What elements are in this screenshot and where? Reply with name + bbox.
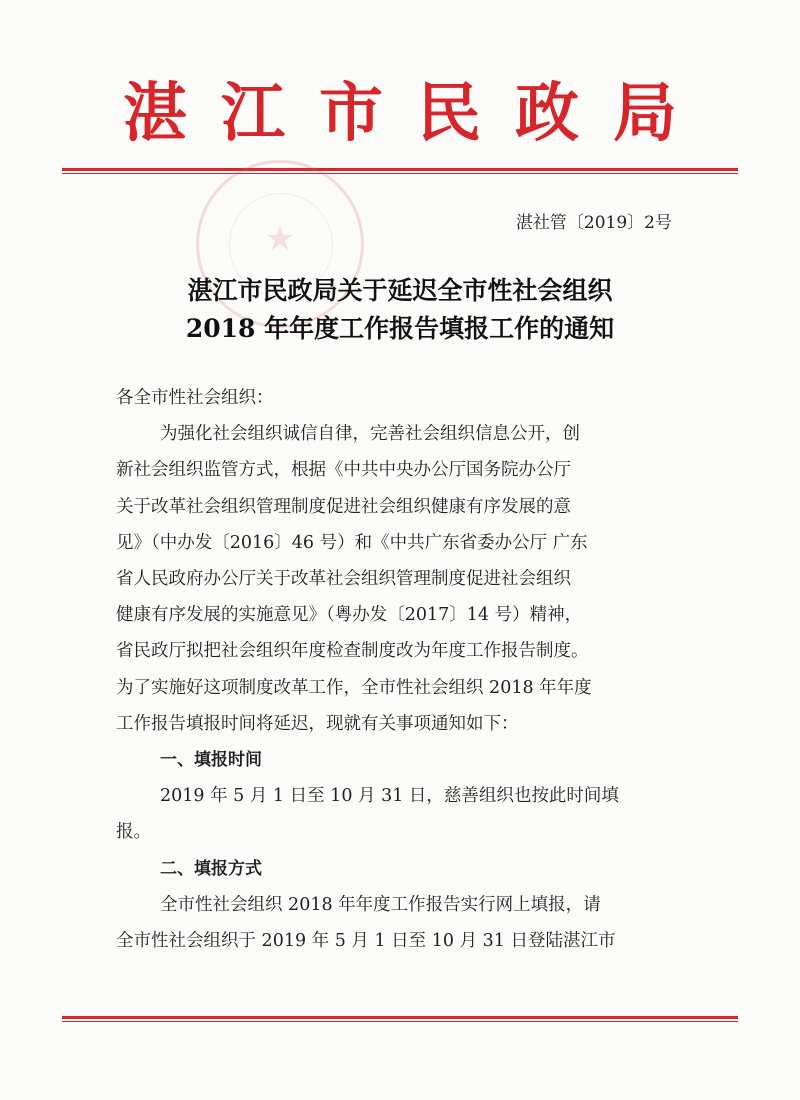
- body-line: 新社会组织监管方式，根据《中共中央办公厅国务院办公厅: [116, 460, 571, 481]
- section-line: 全市性社会组织 2018 年年度工作报告实行网上填报，请: [160, 894, 601, 915]
- body-line: 健康有序发展的实施意见》（粤办发〔2017〕14 号）精神，: [116, 605, 583, 626]
- document-title-line-1: 湛江市民政局关于延迟全市性社会组织: [187, 276, 613, 305]
- section-line: 全市性社会组织于 2019 年 5 月 1 日至 10 月 31 日登陆湛江市: [116, 931, 616, 952]
- section-heading-filing-method: 二、填报方式: [160, 858, 262, 879]
- seal-star-icon: ★: [264, 219, 296, 259]
- addressee: 各全市性社会组织：: [116, 388, 274, 408]
- body-line: 关于改革社会组织管理制度促进社会组织健康有序发展的意: [116, 496, 571, 517]
- section-heading-filing-time: 一、填报时间: [160, 750, 262, 771]
- document-number: 湛社管〔2019〕2号: [515, 213, 672, 233]
- letterhead-title: 湛江市民政局: [123, 77, 711, 151]
- body-line: 省民政厅拟把社会组织年度检查制度改为年度工作报告制度。: [116, 641, 589, 662]
- body-line: 为了实施好这项制度改革工作，全市性社会组织 2018 年年度: [116, 677, 592, 698]
- footer-red-rule: [62, 1016, 738, 1022]
- letterhead-red-rule: [62, 168, 738, 174]
- body-line: 省人民政府办公厅关于改革社会组织管理制度促进社会组织: [116, 569, 571, 590]
- document-title: [0, 272, 800, 348]
- section-line: 2019 年 5 月 1 日至 10 月 31 日，慈善组织也按此时间填: [160, 786, 619, 807]
- section-line: 报。: [116, 822, 151, 843]
- body-line: 为强化社会组织诚信自律，完善社会组织信息公开，创: [160, 424, 580, 445]
- document-body: [116, 380, 700, 959]
- body-line: 见》（中办发〔2016〕46 号）和《中共广东省委办公厅 广东: [116, 532, 588, 553]
- body-line: 工作报告填报时间将延迟，现就有关事项通知如下：: [116, 713, 519, 734]
- document-title-line-2: 2018 年年度工作报告填报工作的通知: [185, 314, 615, 343]
